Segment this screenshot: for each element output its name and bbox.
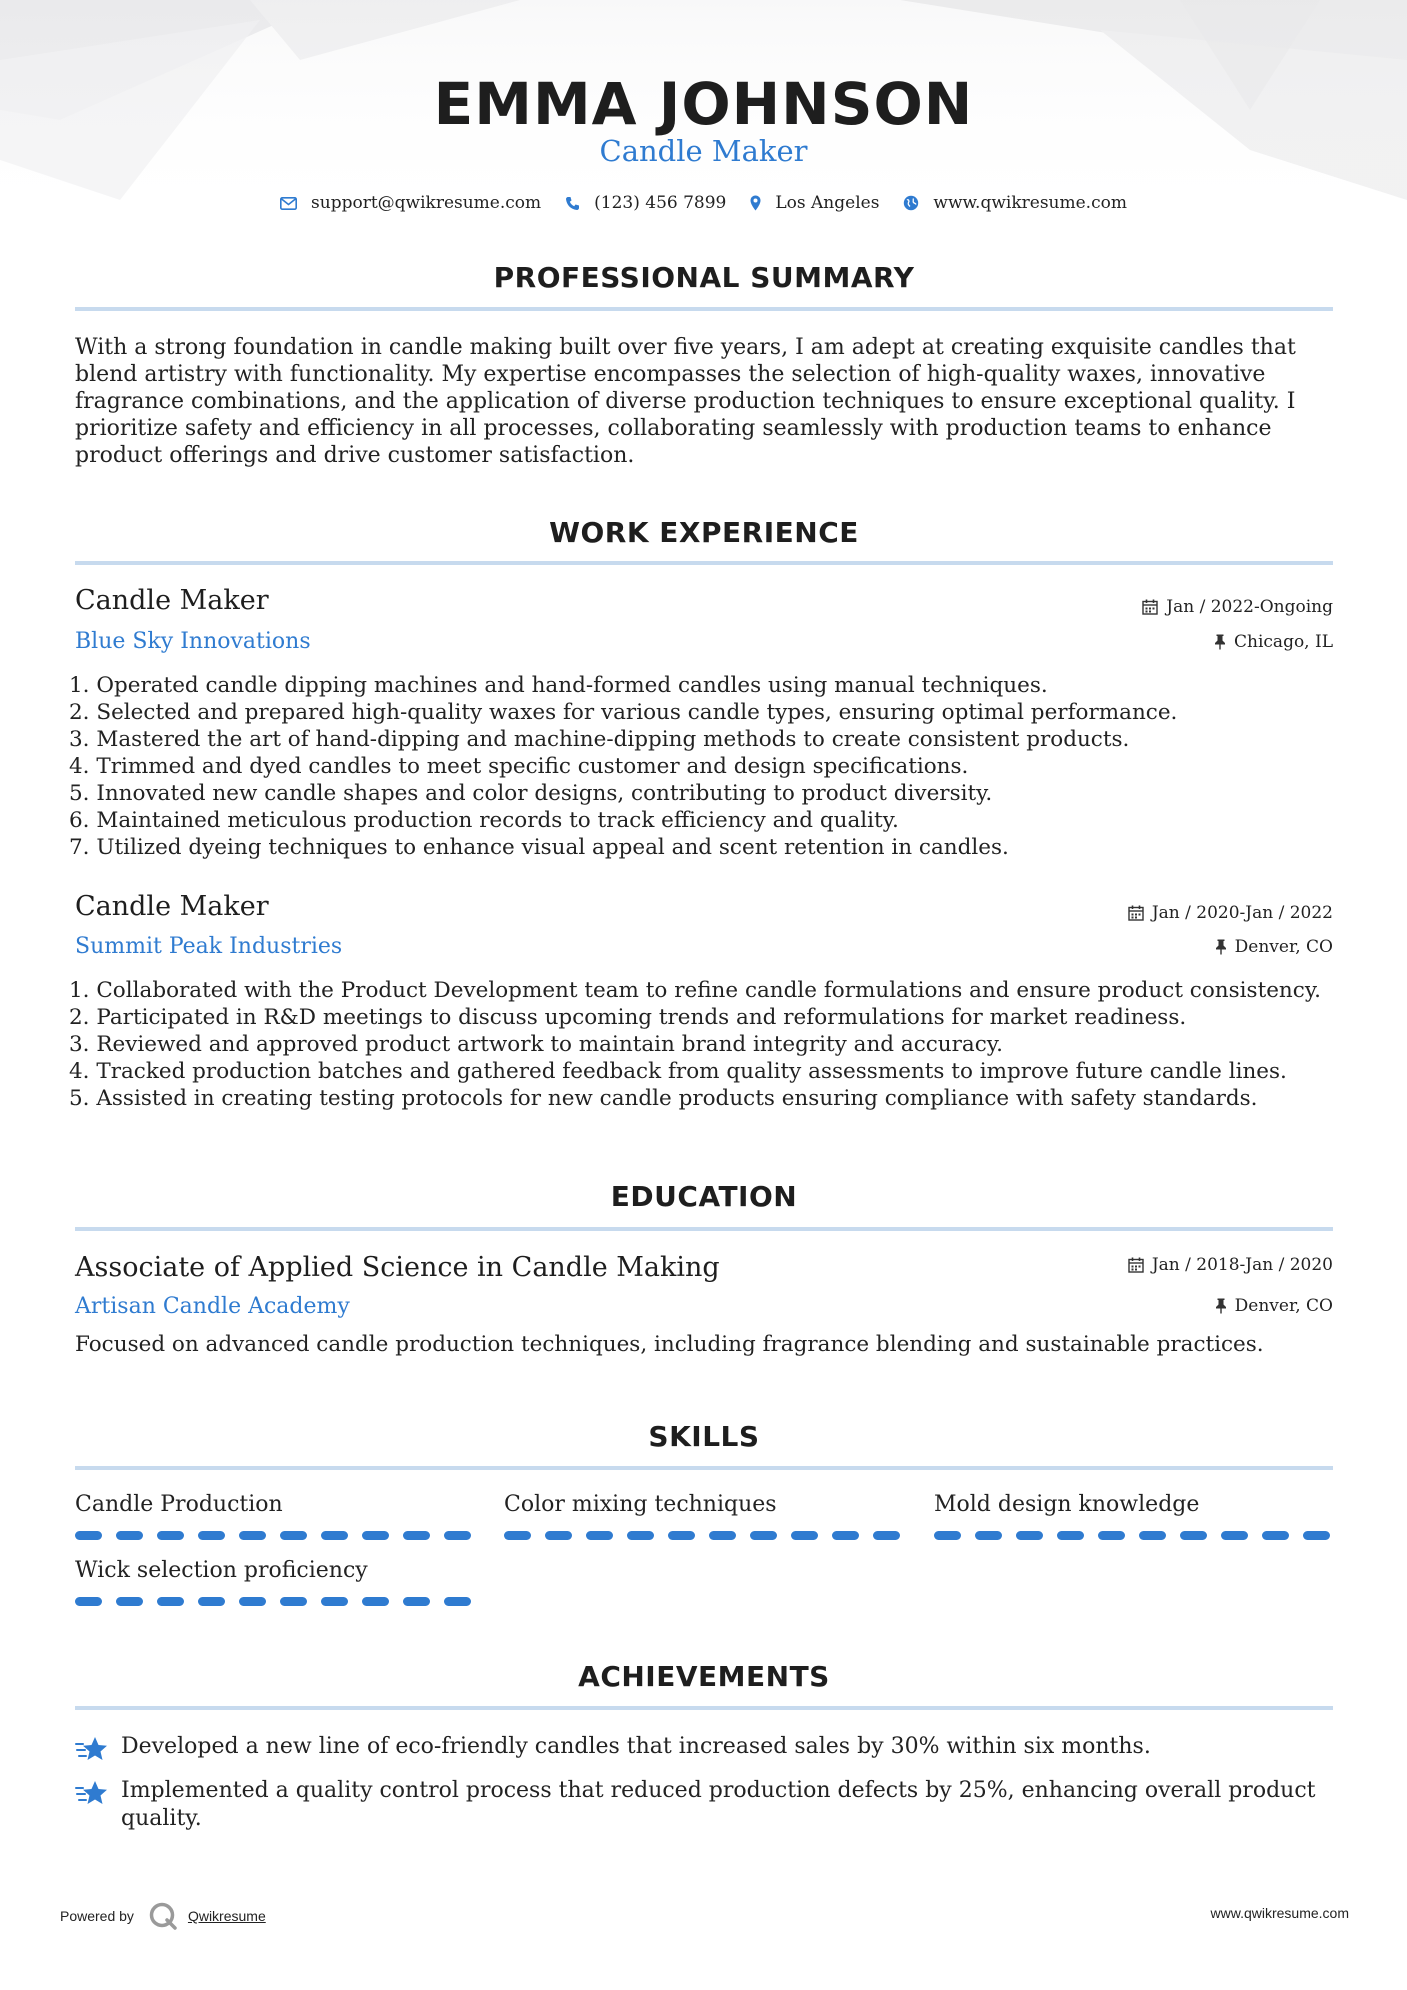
job-dates-text: Jan / 2020-Jan / 2022 bbox=[1151, 903, 1333, 923]
list-item: 6. Maintained meticulous production records to track efficiency and quality. bbox=[69, 808, 899, 833]
phone-text: (123) 456 7899 bbox=[594, 193, 727, 213]
skill-bar bbox=[934, 1531, 1334, 1540]
achievement-item bbox=[75, 1733, 1333, 1763]
education-school: Artisan Candle Academy bbox=[75, 1294, 350, 1319]
list-item: 7. Utilized dyeing techniques to enhance visual appeal and scent retention in candles. bbox=[69, 835, 1009, 860]
education-divider bbox=[75, 1227, 1333, 1231]
star-award-icon bbox=[75, 1779, 109, 1807]
job-company: Blue Sky Innovations bbox=[75, 629, 311, 654]
footer-powered-by bbox=[60, 1901, 266, 1931]
list-item: 3. Mastered the art of hand-dipping and machine-dipping methods to create consistent products. bbox=[69, 727, 1130, 752]
job-dates bbox=[1142, 597, 1333, 617]
job-duties bbox=[69, 977, 1339, 1112]
contact-phone[interactable] bbox=[565, 193, 726, 213]
skill-name: Wick selection proficiency bbox=[75, 1558, 368, 1583]
list-item: 5. Assisted in creating testing protocols for new candle products ensuring compliance with safety standards. bbox=[69, 1086, 1258, 1111]
globe-icon bbox=[903, 195, 919, 211]
achievement-item bbox=[75, 1777, 1333, 1833]
contact-email[interactable] bbox=[280, 193, 541, 213]
job-duties bbox=[69, 672, 1339, 861]
candidate-name: EMMA JOHNSON bbox=[433, 70, 974, 138]
candidate-title: Candle Maker bbox=[599, 134, 808, 168]
calendar-icon bbox=[1128, 1257, 1144, 1273]
job-dates-text: Jan / 2022-Ongoing bbox=[1166, 597, 1333, 617]
list-item: 2. Participated in R&D meetings to discuss upcoming trends and reformulations for market readiness. bbox=[69, 1005, 1187, 1030]
skill-name: Candle Production bbox=[75, 1492, 283, 1517]
education-description: Focused on advanced candle production techniques, including fragrance blending and sustainable practices. bbox=[75, 1332, 1264, 1357]
map-pin-icon bbox=[750, 195, 761, 211]
list-item: 5. Innovated new candle shapes and color designs, contributing to product diversity. bbox=[69, 781, 993, 806]
footer-website[interactable]: www.qwikresume.com bbox=[1210, 1905, 1349, 1921]
skill-bar bbox=[75, 1597, 475, 1606]
job-dates bbox=[1128, 903, 1333, 923]
location-text: Los Angeles bbox=[775, 193, 880, 213]
pushpin-icon bbox=[1214, 634, 1226, 650]
education-location bbox=[1215, 1296, 1333, 1316]
job-location bbox=[1214, 632, 1333, 652]
job-location-text: Chicago, IL bbox=[1234, 632, 1333, 652]
list-item: 4. Trimmed and dyed candles to meet specific customer and design specifications. bbox=[69, 754, 969, 779]
list-item: 3. Reviewed and approved product artwork to maintain brand integrity and accuracy. bbox=[69, 1032, 1003, 1057]
skills-heading: SKILLS bbox=[648, 1420, 760, 1453]
pushpin-icon bbox=[1215, 939, 1227, 955]
star-award-icon bbox=[75, 1735, 109, 1763]
powered-by-label: Powered by bbox=[60, 1908, 134, 1924]
calendar-icon bbox=[1128, 905, 1144, 921]
contact-location bbox=[750, 193, 879, 213]
summary-divider bbox=[75, 307, 1333, 311]
skill-name: Color mixing techniques bbox=[504, 1492, 777, 1517]
summary-text: With a strong foundation in candle making built over five years, I am adept at creating exquisite candles that blend artistry with functionality. My expertise encompasses the selection of high-quality waxes, innovative fragrance combinations, and the application of diverse production techniques to ensure exceptional quality. I prioritize safety and efficiency in all processes, collaborating seamlessly with production teams to enhance product offerings and drive customer satisfaction. bbox=[75, 335, 1296, 468]
skill-bar bbox=[75, 1531, 475, 1540]
calendar-icon bbox=[1142, 599, 1158, 615]
achievement-text: Implemented a quality control process that reduced production defects by 25%, enhancing overall product quality. bbox=[121, 1778, 1316, 1831]
pushpin-icon bbox=[1215, 1298, 1227, 1314]
list-item: 1. Operated candle dipping machines and hand-formed candles using manual techniques. bbox=[69, 673, 1048, 698]
skill-bar bbox=[504, 1531, 904, 1540]
achievements-heading: ACHIEVEMENTS bbox=[578, 1660, 830, 1693]
job-title: Candle Maker bbox=[75, 585, 269, 616]
list-item: 4. Tracked production batches and gathered feedback from quality assessments to improve future candle lines. bbox=[69, 1059, 1287, 1084]
achievements-divider bbox=[75, 1706, 1333, 1710]
list-item: 1. Collaborated with the Product Development team to refine candle formulations and ensure product consistency. bbox=[69, 978, 1321, 1003]
website-text: www.qwikresume.com bbox=[933, 193, 1127, 213]
education-heading: EDUCATION bbox=[610, 1180, 798, 1213]
experience-divider bbox=[75, 561, 1333, 565]
education-dates-text: Jan / 2018-Jan / 2020 bbox=[1151, 1255, 1333, 1275]
envelope-icon bbox=[280, 197, 297, 210]
education-dates bbox=[1128, 1255, 1333, 1275]
phone-icon bbox=[565, 196, 580, 211]
contact-bar bbox=[0, 193, 1407, 213]
skills-divider bbox=[75, 1466, 1333, 1470]
email-text: support@qwikresume.com bbox=[311, 193, 542, 213]
summary-heading: PROFESSIONAL SUMMARY bbox=[493, 261, 915, 294]
contact-website[interactable] bbox=[903, 193, 1127, 213]
job-company: Summit Peak Industries bbox=[75, 934, 343, 959]
job-location bbox=[1215, 937, 1333, 957]
qwikresume-logo-icon bbox=[148, 1901, 178, 1931]
experience-heading: WORK EXPERIENCE bbox=[549, 516, 859, 549]
job-location-text: Denver, CO bbox=[1234, 937, 1333, 957]
job-title: Candle Maker bbox=[75, 891, 269, 922]
list-item: 2. Selected and prepared high-quality waxes for various candle types, ensuring optimal performance. bbox=[69, 700, 1178, 725]
education-location-text: Denver, CO bbox=[1234, 1296, 1333, 1316]
qwikresume-link[interactable]: Qwikresume bbox=[187, 1908, 266, 1924]
education-degree: Associate of Applied Science in Candle Making bbox=[75, 1252, 720, 1283]
achievement-text: Developed a new line of eco-friendly candles that increased sales by 30% within six months. bbox=[121, 1734, 1151, 1759]
skill-name: Mold design knowledge bbox=[934, 1492, 1200, 1517]
